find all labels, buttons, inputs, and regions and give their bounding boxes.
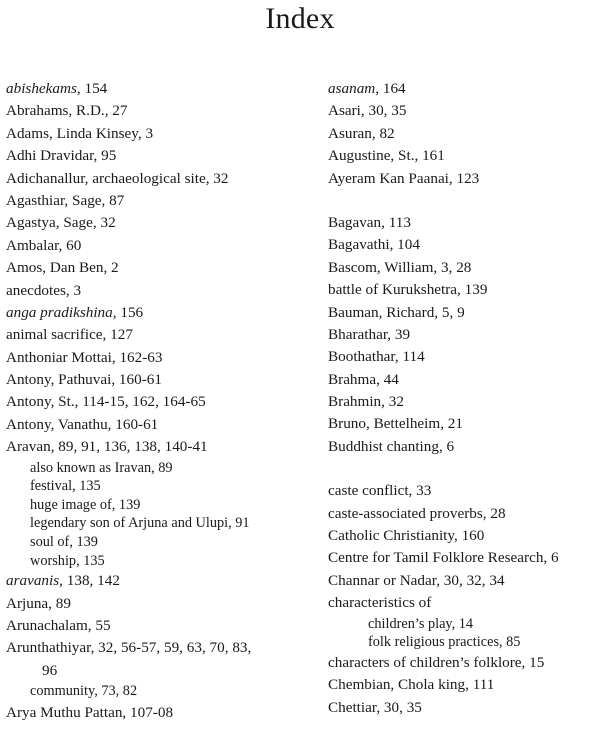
index-entry: Adichanallur, archaeological site, 32: [6, 169, 229, 187]
index-term-italic: aravanis: [6, 572, 60, 590]
index-entry: Bauman, Richard, 5, 9: [328, 303, 465, 321]
index-entry: 96: [42, 661, 58, 679]
index-entry: Abrahams, R.D., 27: [6, 102, 128, 120]
index-entry: Adhi Dravidar, 95: [6, 147, 117, 165]
index-entry: Agastya, Sage, 32: [6, 214, 116, 232]
index-entry: Chembian, Chola king, 111: [328, 676, 495, 694]
index-entry: Asuran, 82: [328, 124, 395, 142]
index-subentry: legendary son of Arjuna and Ulupi, 91: [30, 515, 250, 532]
index-entry: Antony, Pathuvai, 160-61: [6, 371, 162, 389]
index-entry: Bagavathi, 104: [328, 236, 420, 254]
index-entry: Antony, St., 114-15, 162, 164-65: [6, 393, 206, 411]
index-entry: Anthoniar Mottai, 162-63: [6, 348, 163, 366]
index-subentry: community, 73, 82: [30, 683, 138, 700]
index-entry: characters of children’s folklore, 15: [328, 653, 545, 671]
index-entry: Bruno, Bettelheim, 21: [328, 415, 463, 433]
index-entry: caste-associated proverbs, 28: [328, 504, 506, 522]
index-entry: Augustine, St., 161: [328, 147, 445, 165]
index-entry: Boothathar, 114: [328, 348, 425, 366]
index-entry: Arjuna, 89: [6, 594, 71, 612]
index-entry: Brahma, 44: [328, 370, 399, 388]
index-entry: [6, 302, 306, 324]
index-entry: Brahmin, 32: [328, 393, 404, 411]
index-subentry: huge image of, 139: [30, 496, 141, 513]
index-term-italic: abishekams: [6, 80, 77, 97]
letter-group-gap: [328, 190, 600, 212]
index-subentry: worship, 135: [30, 552, 105, 569]
page-title: Index: [265, 2, 335, 35]
index-entry: Amos, Dan Ben, 2: [6, 259, 119, 277]
index-entry: Ambalar, 60: [6, 236, 82, 254]
index-entry: Centre for Tamil Folklore Research, 6: [328, 549, 559, 567]
index-term-italic: anga pradikshina: [6, 303, 113, 321]
index-entry: Ayeram Kan Paanai, 123: [328, 169, 480, 187]
index-page-refs: , 154: [76, 80, 108, 97]
index-page-refs: , 156: [112, 303, 144, 321]
index-entry: battle of Kurukshetra, 139: [328, 281, 488, 299]
index-entry: Arya Muthu Pattan, 107-08: [6, 704, 174, 722]
index-subentry: soul of, 139: [30, 534, 98, 551]
index-entry: characteristics of: [328, 594, 432, 612]
index-entry: Asari, 30, 35: [328, 102, 407, 120]
index-entry: Channar or Nadar, 30, 32, 34: [328, 571, 505, 589]
index-entry: Bharathar, 39: [328, 325, 411, 343]
index-entry: Bascom, William, 3, 28: [328, 258, 472, 276]
index-entry: Adams, Linda Kinsey, 3: [6, 124, 154, 142]
index-entry: Arunthathiyar, 32, 56-57, 59, 63, 70, 83,: [6, 639, 252, 657]
index-page-refs: , 164: [375, 80, 406, 97]
index-term-italic: asanam: [328, 80, 376, 97]
index-entry: caste conflict, 33: [328, 482, 432, 500]
index-subentry: also known as Iravan, 89: [30, 459, 173, 476]
index-entry: Arunachalam, 55: [6, 616, 111, 634]
index-column-right: [328, 78, 600, 719]
index-entry: Agasthiar, Sage, 87: [6, 191, 125, 209]
index-entry: Chettiar, 30, 35: [328, 698, 422, 716]
index-entry: Buddhist chanting, 6: [328, 437, 455, 455]
index-entry: Aravan, 89, 91, 136, 138, 140-41: [6, 438, 208, 456]
index-subentry: folk religious practices, 85: [368, 634, 521, 651]
index-subentry: children’s play, 14: [368, 615, 474, 632]
index-entry: [6, 570, 306, 592]
index-column-left: [6, 78, 306, 725]
index-page-refs: , 138, 142: [59, 572, 120, 590]
index-entry: Catholic Christianity, 160: [328, 527, 485, 545]
letter-group-gap: [328, 458, 600, 480]
index-entry: animal sacrifice, 127: [6, 326, 133, 344]
index-entry: [328, 78, 600, 100]
index-entry: [6, 78, 306, 100]
index-subentry: festival, 135: [30, 478, 101, 495]
index-entry: anecdotes, 3: [6, 281, 82, 299]
index-entry: Bagavan, 113: [328, 213, 411, 231]
index-entry: Antony, Vanathu, 160-61: [6, 415, 159, 433]
